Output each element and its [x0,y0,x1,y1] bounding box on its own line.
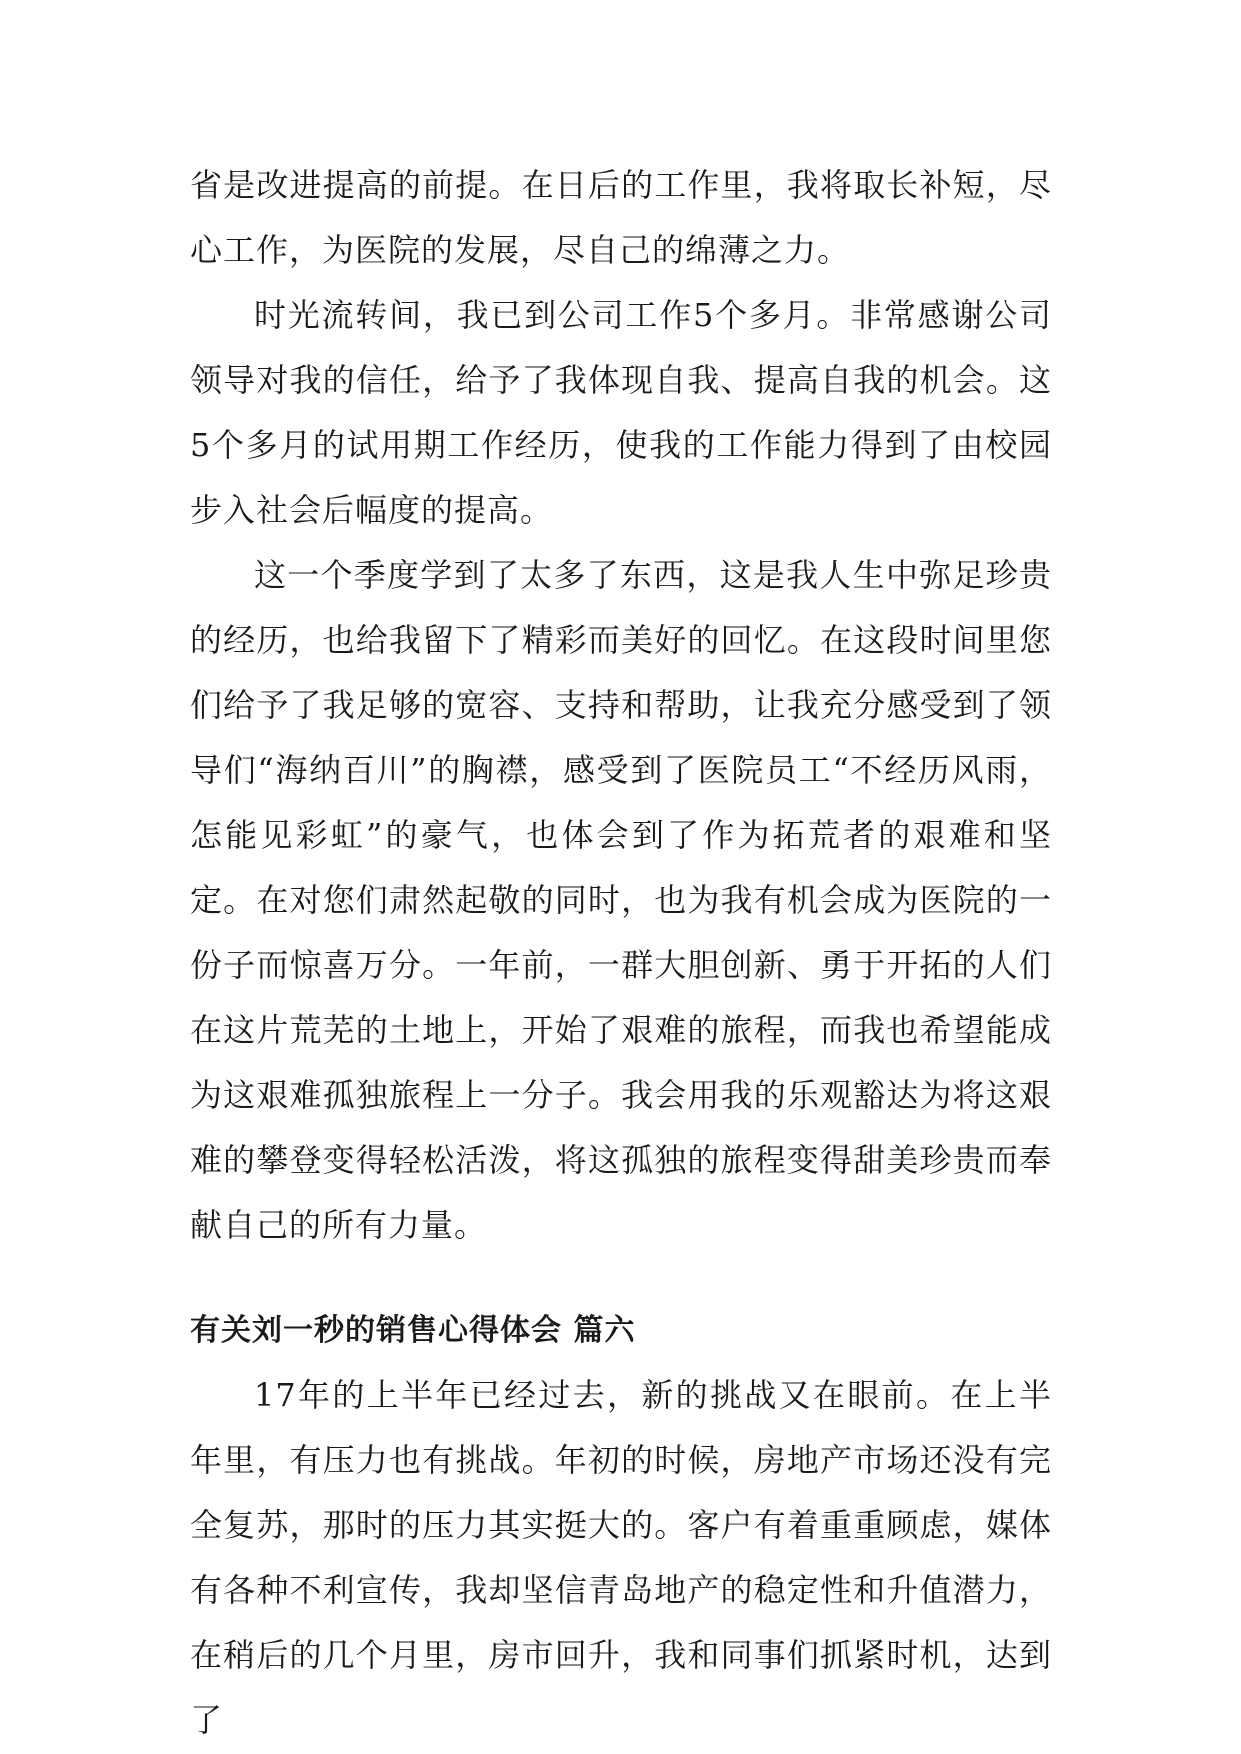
paragraph-3: 这一个季度学到了太多了东西，这是我人生中弥足珍贵的经历，也给我留下了精彩而美好的回忆。在这段时间里您们给予了我足够的宽容、支持和帮助，让我充分感受到了领导们“海纳百川”的胸襟，感受到了医院员工“不经历风雨，怎能见彩虹”的豪气，也体会到了作为拓荒者的艰难和坚定。在对您们肃然起敬的同时，也为我有机会成为医院的一份子而惊喜万分。一年前，一群大胆创新、勇于开拓的人们在这片荒芜的土地上，开始了艰难的旅程，而我也希望能成为这艰难孤独旅程上一分子。我会用我的乐观豁达为将这艰难的攀登变得轻松活泼，将这孤独的旅程变得甜美珍贵而奉献自己的所有力量。 [190,556,1052,1244]
paragraph-4: 17年的上半年已经过去，新的挑战又在眼前。在上半年里，有压力也有挑战。年初的时候，房地产市场还没有完全复苏，那时的压力其实挺大的。客户有着重重顾虑，媒体有各种不利宣传，我却坚信青岛地产的稳定性和升值潜力，在稍后的几个月里，房市回升，我和同事们抓紧时机，达到了 [190,1376,1052,1739]
paragraph-2: 时光流转间，我已到公司工作5个多月。非常感谢公司领导对我的信任，给予了我体现自我、提高自我的机会。这5个多月的试用期工作经历，使我的工作能力得到了由校园步入社会后幅度的提高。 [190,296,1052,529]
section-heading: 有关刘一秒的销售心得体会 篇六 [190,1313,636,1348]
document-body [190,153,1052,1753]
paragraph-1: 省是改进提高的前提。在日后的工作里，我将取长补短，尽心工作，为医院的发展，尽自己的绵薄之力。 [190,166,1052,269]
